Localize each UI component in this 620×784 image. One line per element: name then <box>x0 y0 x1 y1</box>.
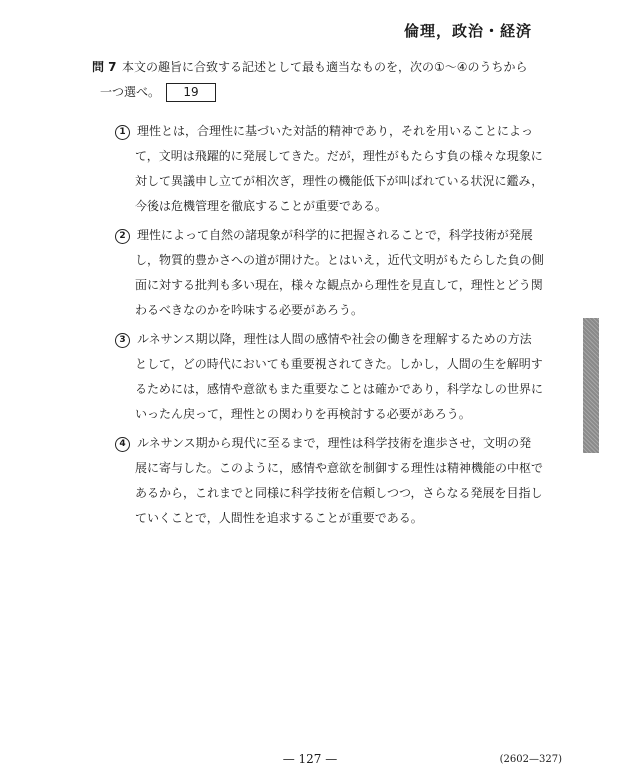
question-line-1 <box>92 55 532 80</box>
page-number: — 127 — <box>282 752 338 766</box>
option-4[interactable] <box>115 431 544 531</box>
option-line: いったん戻って，理性との関わりを再検討する必要があろう。 <box>135 407 471 421</box>
option-line: るためには，感情や意欲もまた重要なことは確かであり，科学なしの世界に <box>135 382 544 396</box>
option-line: 対して異議申し立てが相次ぎ，理性の機能低下が叫ばれている状況に鑑み， <box>135 174 544 188</box>
option-2-marker: 2 <box>115 229 130 244</box>
document-code: (2602—327) <box>499 754 562 765</box>
option-line: ルネサンス期から現代に至るまで，理性は科学技術を進歩させ，文明の発 <box>137 436 532 450</box>
option-line: て，文明は飛躍的に発展してきた。だが，理性がもたらす負の様々な現象に <box>135 149 543 163</box>
option-line: ルネサンス期以降，理性は人間の感情や社会の働きを理解するための方法 <box>137 332 532 346</box>
answer-box[interactable]: 19 <box>166 83 216 102</box>
option-1-marker: 1 <box>115 125 130 140</box>
question-instruction: 一つ選べ。 <box>100 85 161 99</box>
question-block <box>92 55 532 105</box>
subject-header: 倫理，政治・経済 <box>403 22 532 40</box>
option-line: 理性とは，合理性に基づいた対話的精神であり，それを用いることによっ <box>137 124 534 138</box>
option-2[interactable] <box>115 223 544 323</box>
option-4-marker: 4 <box>115 437 130 452</box>
option-3-marker: 3 <box>115 333 130 348</box>
option-1[interactable] <box>115 119 544 219</box>
section-index-tab <box>583 318 599 453</box>
options-list <box>115 119 544 531</box>
question-text: 本文の趣旨に合致する記述として最も適当なものを，次の①～④のうちから <box>122 60 528 74</box>
option-line: 面に対する批判も多い現在，様々な観点から理性を見直して，理性とどう関 <box>135 278 543 292</box>
option-line: 展に寄与した。このように，感情や意欲を制御する理性は精神機能の中枢で <box>135 461 544 475</box>
option-3[interactable] <box>115 327 544 427</box>
question-line-2 <box>92 80 532 105</box>
question-number: 問 7 <box>92 60 117 74</box>
option-line: として，どの時代においても重要視されてきた。しかし，人間の生を解明す <box>135 357 543 371</box>
option-line: 理性によって自然の諸現象が科学的に把握されることで，科学技術が発展 <box>137 228 533 242</box>
option-line: ていくことで，人間性を追求することが重要である。 <box>135 511 423 525</box>
option-line: 今後は危機管理を徹底することが重要である。 <box>135 199 388 213</box>
option-line: あるから，これまでと同様に科学技術を信頼しつつ，さらなる発展を目指し <box>135 486 543 500</box>
option-line: し，物質的豊かさへの道が開けた。とはいえ，近代文明がもたらした負の側 <box>135 253 544 267</box>
option-line: わるべきなのかを吟味する必要があろう。 <box>135 303 364 317</box>
